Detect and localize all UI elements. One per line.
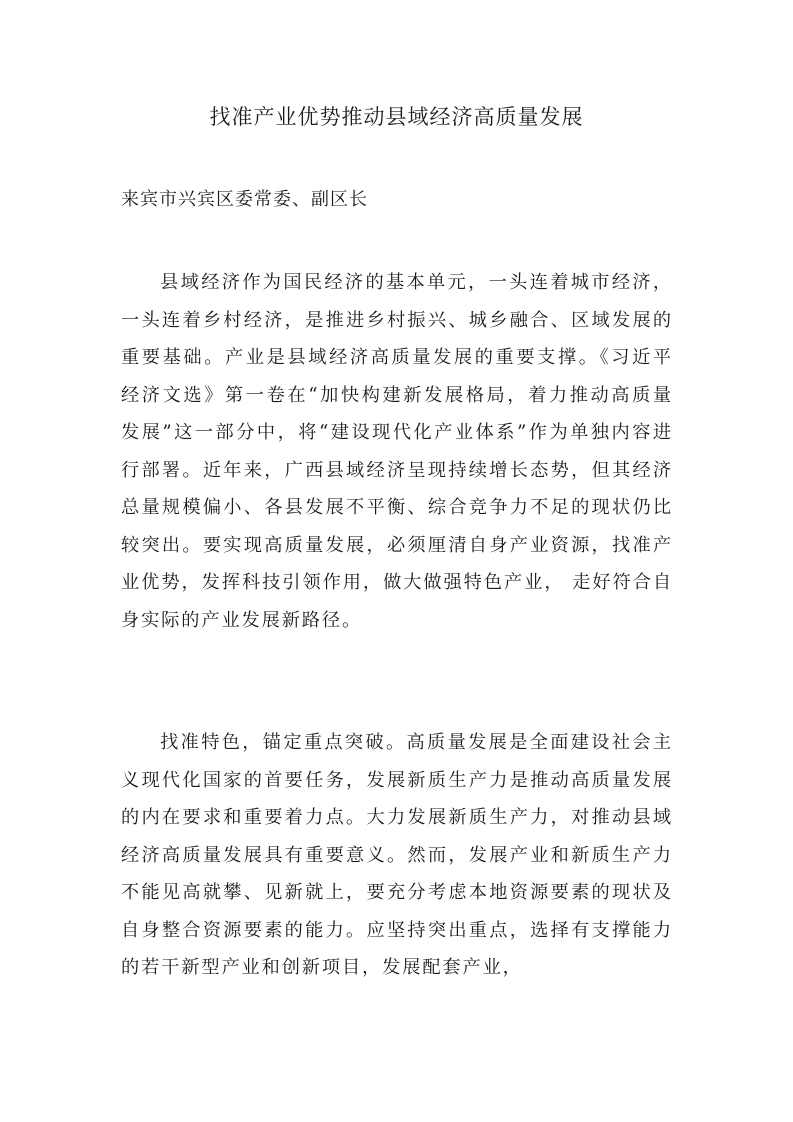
paragraph-1: 县域经济作为国民经济的基本单元，一头连着城市经济，一头连着乡村经济，是推进乡村振兴、城乡融合、区域发展的重要基础。产业是县域经济高质量发展的重要支撑。《习近平经济文选》第一卷在“加快构建新发展格局，着力推动高质量发展”这一部分中，将“建设现代化产业体系”作为单独内容进行部署。近年来，广西县域经济呈现持续增长态势，但其经济总量规模偏小、各县发展不平衡、综合竞争力不足的现状仍比较突出。要实现高质量发展，必须厘清自身产业资源，找准产业优势，发挥科技引领作用，做大做强特色产业， 走好符合自身实际的产业发展新路径。 [121,272,673,631]
paragraph-2: 找准特色，锚定重点突破。高质量发展是全面建设社会主义现代化国家的首要任务，发展新质生产力是推动高质量发展的内在要求和重要着力点。大力发展新质生产力，对推动县域经济高质量发展具有重要意义。然而，发展产业和新质生产力不能见高就攀、见新就上，要充分考虑本地资源要素的现状及自身整合资源要素的能力。应坚持突出重点，选择有支撑能力的若干新型产业和创新项目，发展配套产业， [121,732,673,978]
document-title: 找准产业优势推动县域经济高质量发展 [209,105,584,129]
author-line: 来宾市兴宾区委常委、副区长 [121,189,368,210]
